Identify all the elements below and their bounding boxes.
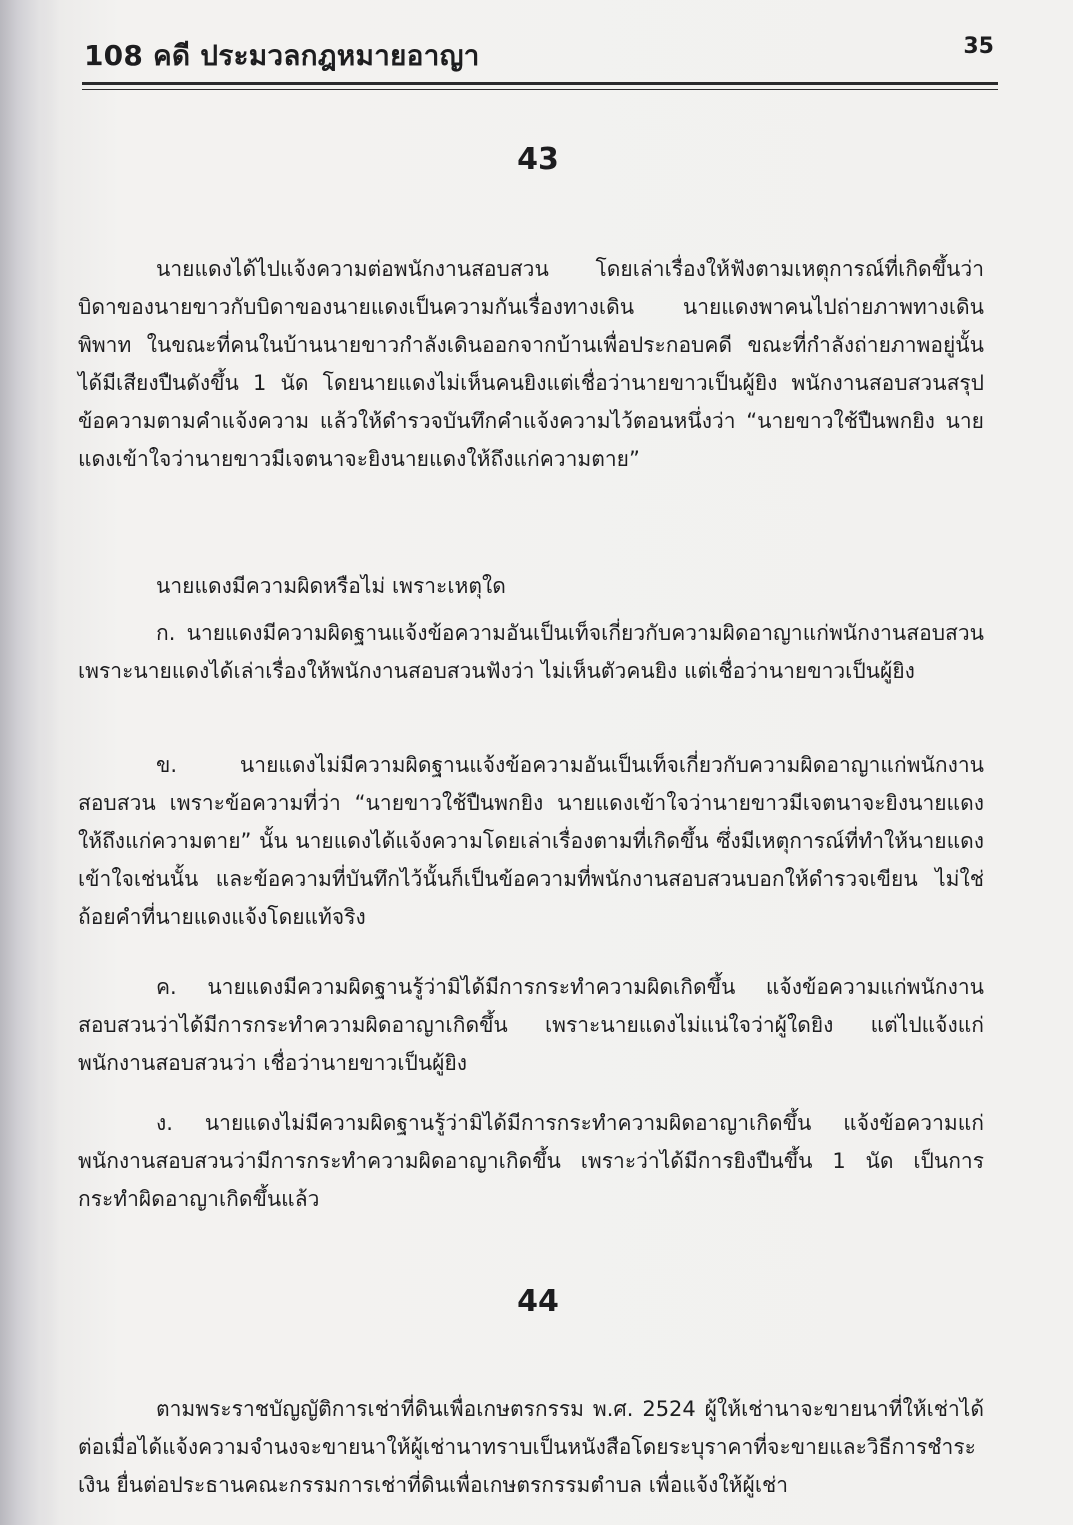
page-number: 35 [963, 34, 994, 59]
problem-number-44: 44 [517, 1284, 559, 1319]
problem-43-question: นายแดงมีความผิดหรือไม่ เพราะเหตุใด [156, 574, 506, 598]
choice-d: ง. นายแดงไม่มีความผิดฐานรู้ว่ามิได้มีการกระทำความผิดอาญาเกิดขึ้น แจ้งข้อความแก่พนักงานสอบสวนว่ามีการกระทำความผิดอาญาเกิดขึ้น เพราะว่าได้มีการยิงปืนขึ้น 1 นัด เป็นการกระทำผิดอาญาเกิดขึ้นแล้ว [78, 1111, 984, 1211]
book-title: 108 คดี ประมวลกฎหมายอาญา [84, 39, 480, 72]
problem-44-facts: ตามพระราชบัญญัติการเช่าที่ดินเพื่อเกษตรกรรม พ.ศ. 2524 ผู้ให้เช่านาจะขายนาที่ให้เช่าได้ต่อเมื่อได้แจ้งความจำนงจะขายนาให้ผู้เช่านาทราบเป็นหนังสือโดยระบุราคาที่จะขายและวิธีการชำระเงิน ยื่นต่อประธานคณะกรรมการเช่าที่ดินเพื่อเกษตรกรรมตำบล เพื่อแจ้งให้ผู้เช่า [78, 1397, 984, 1497]
header-rule-thin [82, 89, 998, 90]
running-header [78, 30, 998, 76]
choice-b: ข. นายแดงไม่มีความผิดฐานแจ้งข้อความอันเป็นเท็จเกี่ยวกับความผิดอาญาแก่พนักงานสอบสวน เพราะข้อความที่ว่า “นายขาวใช้ปืนพกยิง นายแดงเข้าใจว่านายขาวมีเจตนาจะยิงนายแดงให้ถึงแก่ความตาย” นั้น นายแดงได้แจ้งความโดยเล่าเรื่องตามที่เกิดขึ้น ซึ่งมีเหตุการณ์ที่ทำให้นายแดงเข้าใจเช่นนั้น และข้อความที่บันทึกไว้นั้นก็เป็นข้อความที่พนักงานสอบสวนบอกให้ดำรวจเขียน ไม่ใช่ถ้อยคำที่นายแดงแจ้งโดยแท้จริง [78, 753, 984, 929]
header-rule-thick [82, 82, 998, 85]
book-spine-shadow [0, 0, 58, 1525]
problem-43-facts: นายแดงได้ไปแจ้งความต่อพนักงานสอบสวน โดยเล่าเรื่องให้ฟังตามเหตุการณ์ที่เกิดขึ้นว่า บิดาของนายขาวกับบิดาของนายแดงเป็นความกันเรื่องทางเดิน นายแดงพาคนไปถ่ายภาพทางเดินพิพาท ในขณะที่คนในบ้านนายขาวกำลังเดินออกจากบ้านเพื่อประกอบคดี ขณะที่กำลังถ่ายภาพอยู่นั้นได้มีเสียงปืนดังขึ้น 1 นัด โดยนายแดงไม่เห็นคนยิงแต่เชื่อว่านายขาวเป็นผู้ยิง พนักงานสอบสวนสรุปข้อความตามคำแจ้งความ แล้วให้ดำรวจบันทึกคำแจ้งความไว้ตอนหนึ่งว่า “นายขาวใช้ปืนพกยิง นายแดงเข้าใจว่านายขาวมีเจตนาจะยิงนายแดงให้ถึงแก่ความตาย” [78, 257, 984, 471]
page-content [78, 0, 998, 1525]
choice-c: ค. นายแดงมีความผิดฐานรู้ว่ามิได้มีการกระทำความผิดเกิดขึ้น แจ้งข้อความแก่พนักงานสอบสวนว่าได้มีการกระทำความผิดอาญาเกิดขึ้น เพราะนายแดงไม่แน่ใจว่าผู้ใดยิง แต่ไปแจ้งแก่พนักงานสอบสวนว่า เชื่อว่านายขาวเป็นผู้ยิง [78, 975, 984, 1075]
choice-a: ก. นายแดงมีความผิดฐานแจ้งข้อความอันเป็นเท็จเกี่ยวกับความผิดอาญาแก่พนักงานสอบสวน เพราะนายแดงได้เล่าเรื่องให้พนักงานสอบสวนฟังว่า ไม่เห็นตัวคนยิง แต่เชื่อว่านายขาวเป็นผู้ยิง [78, 621, 984, 683]
problem-number-43: 43 [517, 142, 559, 177]
